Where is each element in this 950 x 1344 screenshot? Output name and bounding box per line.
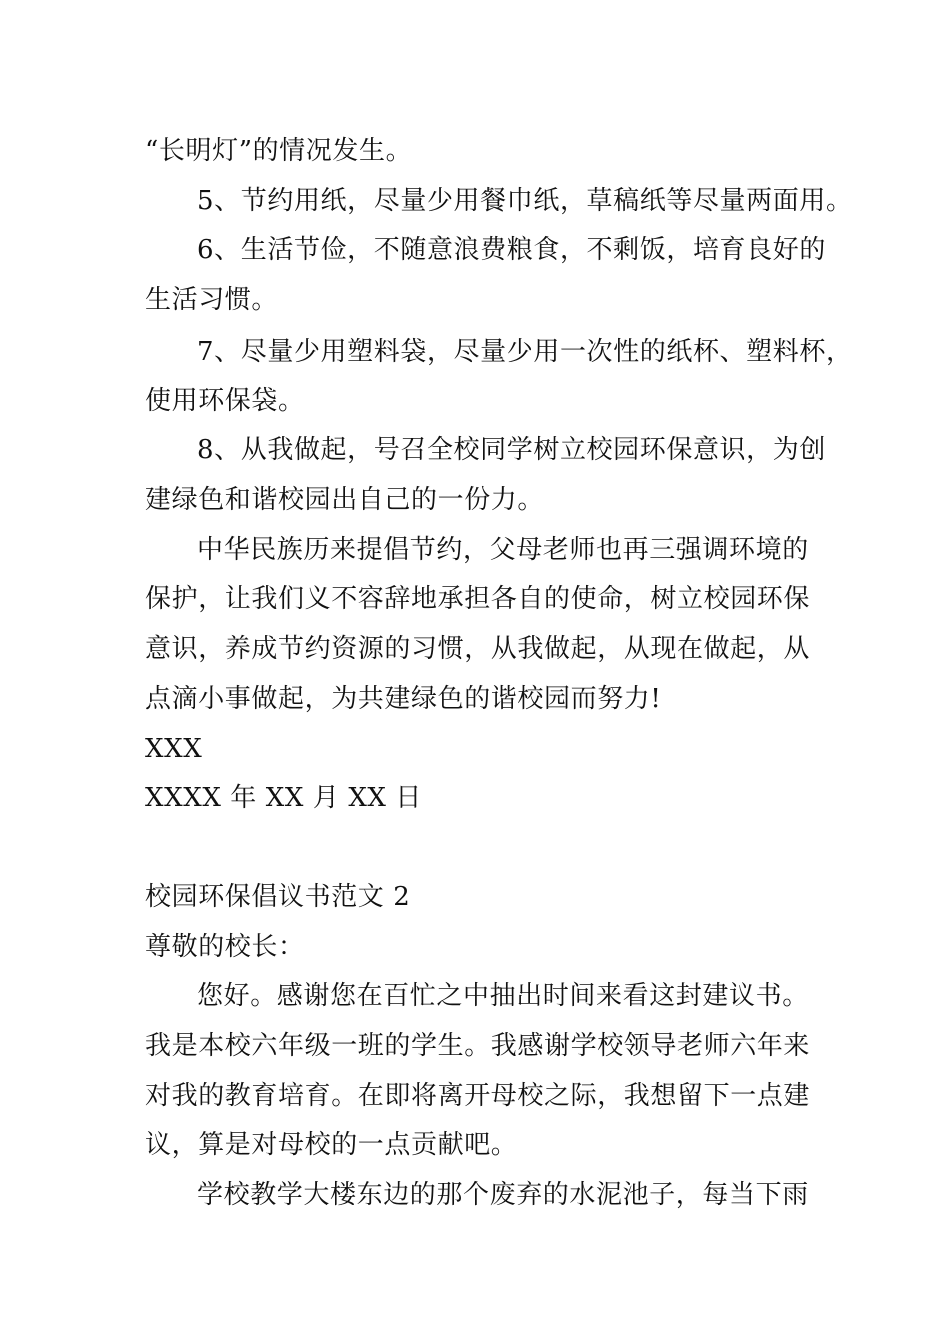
text-line: 使用环保袋。 <box>145 386 305 416</box>
text-line: 7、尽量少用塑料袋，尽量少用一次性的纸杯、塑料杯， <box>197 337 853 367</box>
text-line: 议，算是对母校的一点贡献吧。 <box>145 1130 518 1160</box>
text-line: 对我的教育培育。在即将离开母校之际，我想留下一点建 <box>145 1081 811 1111</box>
date-line: XXXX 年 XX 月 XX 日 <box>145 783 423 813</box>
text-line: “长明灯”的情况发生。 <box>145 136 413 166</box>
text-line: 保护，让我们义不容辞地承担各自的使命，树立校园环保 <box>145 584 811 614</box>
text-line: 学校教学大楼东边的那个废弃的水泥池子，每当下雨 <box>197 1180 809 1210</box>
text-line: 8、从我做起，号召全校同学树立校园环保意识，为创 <box>197 435 826 465</box>
text-line: 您好。感谢您在百忙之中抽出时间来看这封建议书。 <box>197 981 809 1011</box>
signature: XXX <box>145 734 203 764</box>
text-line: 我是本校六年级一班的学生。我感谢学校领导老师六年来 <box>145 1031 811 1061</box>
salutation: 尊敬的校长： <box>145 932 305 962</box>
text-line: 建绿色和谐校园出自己的一份力。 <box>145 485 545 515</box>
section-title: 校园环保倡议书范文 2 <box>145 882 411 912</box>
text-line: 意识，养成节约资源的习惯，从我做起，从现在做起，从 <box>145 634 811 664</box>
text-line: 中华民族历来提倡节约，父母老师也再三强调环境的 <box>197 535 809 565</box>
text-line: 点滴小事做起，为共建绿色的谐校园而努力! <box>145 684 662 714</box>
text-line: 5、节约用纸，尽量少用餐巾纸，草稿纸等尽量两面用。 <box>197 186 853 216</box>
text-line: 生活习惯。 <box>145 285 279 315</box>
text-line: 6、生活节俭，不随意浪费粮食，不剩饭，培育良好的 <box>197 235 826 265</box>
